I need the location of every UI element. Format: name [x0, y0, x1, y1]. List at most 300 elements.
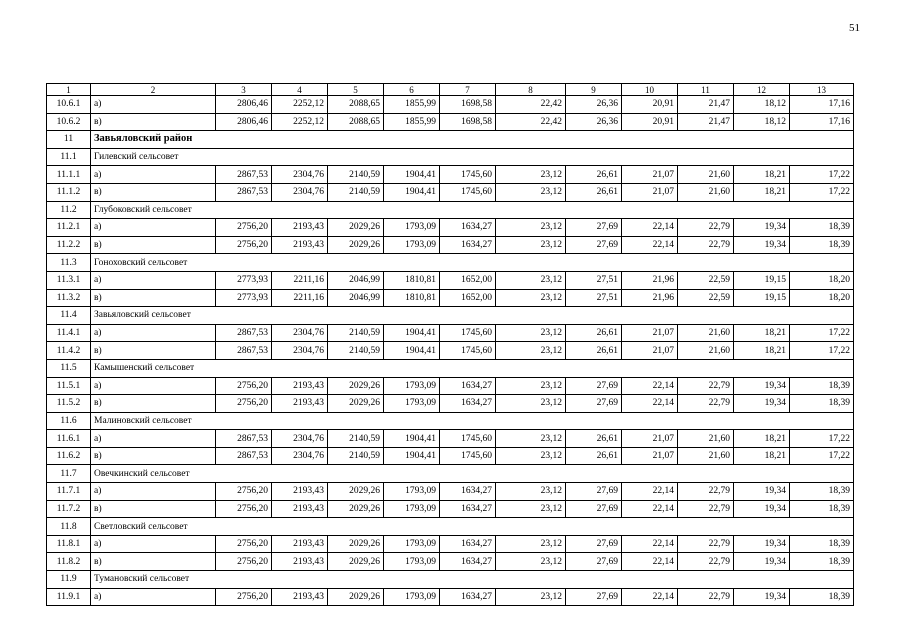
value-cell: 19,15: [734, 289, 790, 307]
value-cell: 27,69: [566, 500, 622, 518]
value-cell: 2252,12: [272, 96, 328, 114]
table-row: [47, 430, 854, 448]
value-cell: 22,79: [678, 236, 734, 254]
table-row: [47, 553, 854, 571]
value-cell: 2867,53: [216, 430, 272, 448]
table-row: [47, 166, 854, 184]
value-cell: 27,69: [566, 219, 622, 237]
section-name: Малиновский сельсовет: [91, 412, 854, 430]
value-cell: 23,12: [496, 377, 566, 395]
value-cell: 19,34: [734, 553, 790, 571]
value-cell: 23,12: [496, 289, 566, 307]
value-cell: 1793,09: [384, 236, 440, 254]
value-cell: 19,34: [734, 588, 790, 606]
value-cell: 2756,20: [216, 236, 272, 254]
value-cell: 22,79: [678, 588, 734, 606]
section-heading-row: [47, 412, 854, 430]
value-cell: 22,79: [678, 535, 734, 553]
value-cell: 1745,60: [440, 183, 496, 201]
row-code-cell: 11.2.2: [47, 236, 91, 254]
column-number-cell: 10: [622, 84, 678, 96]
row-code-cell: 11.1.2: [47, 183, 91, 201]
district-heading-row: [47, 131, 854, 149]
value-cell: 2756,20: [216, 553, 272, 571]
value-cell: 18,21: [734, 324, 790, 342]
row-code-cell: 11.2: [47, 201, 91, 219]
value-cell: 2867,53: [216, 324, 272, 342]
value-cell: 19,15: [734, 271, 790, 289]
value-cell: 2867,53: [216, 183, 272, 201]
value-cell: 18,39: [790, 553, 854, 571]
value-cell: 17,22: [790, 324, 854, 342]
value-cell: 22,14: [622, 395, 678, 413]
value-cell: 23,12: [496, 447, 566, 465]
row-code-cell: 10.6.1: [47, 96, 91, 114]
section-name: Глубоковский сельсовет: [91, 201, 854, 219]
value-cell: 2029,26: [328, 483, 384, 501]
value-cell: 26,36: [566, 96, 622, 114]
value-cell: 27,69: [566, 395, 622, 413]
value-cell: 1634,27: [440, 236, 496, 254]
value-cell: 17,22: [790, 183, 854, 201]
table-row: [47, 588, 854, 606]
value-cell: 21,60: [678, 447, 734, 465]
value-cell: 23,12: [496, 430, 566, 448]
value-cell: 23,12: [496, 553, 566, 571]
column-number-cell: 2: [91, 84, 216, 96]
value-cell: 27,69: [566, 377, 622, 395]
value-cell: 22,79: [678, 377, 734, 395]
column-number-cell: 6: [384, 84, 440, 96]
row-label-cell: а): [91, 483, 216, 501]
value-cell: 21,96: [622, 289, 678, 307]
value-cell: 22,79: [678, 395, 734, 413]
value-cell: 1634,27: [440, 377, 496, 395]
value-cell: 2304,76: [272, 166, 328, 184]
value-cell: 2756,20: [216, 483, 272, 501]
value-cell: 23,12: [496, 166, 566, 184]
value-cell: 17,22: [790, 447, 854, 465]
value-cell: 18,39: [790, 535, 854, 553]
value-cell: 2756,20: [216, 219, 272, 237]
value-cell: 23,12: [496, 271, 566, 289]
column-number-cell: 4: [272, 84, 328, 96]
value-cell: 2756,20: [216, 500, 272, 518]
section-heading-row: [47, 148, 854, 166]
value-cell: 18,21: [734, 166, 790, 184]
value-cell: 2046,99: [328, 289, 384, 307]
value-cell: 2140,59: [328, 430, 384, 448]
value-cell: 2029,26: [328, 500, 384, 518]
row-code-cell: 11.5: [47, 359, 91, 377]
value-cell: 23,12: [496, 342, 566, 360]
row-code-cell: 11.7: [47, 465, 91, 483]
value-cell: 1745,60: [440, 166, 496, 184]
value-cell: 27,69: [566, 236, 622, 254]
row-code-cell: 11.6.2: [47, 447, 91, 465]
row-code-cell: 11.6: [47, 412, 91, 430]
value-cell: 21,47: [678, 96, 734, 114]
value-cell: 22,42: [496, 96, 566, 114]
value-cell: 1855,99: [384, 113, 440, 131]
value-cell: 1745,60: [440, 342, 496, 360]
value-cell: 23,12: [496, 500, 566, 518]
row-label-cell: а): [91, 271, 216, 289]
value-cell: 22,14: [622, 553, 678, 571]
value-cell: 21,47: [678, 113, 734, 131]
value-cell: 1634,27: [440, 483, 496, 501]
column-number-cell: 8: [496, 84, 566, 96]
value-cell: 23,12: [496, 535, 566, 553]
value-cell: 23,12: [496, 236, 566, 254]
row-label-cell: а): [91, 324, 216, 342]
value-cell: 1652,00: [440, 289, 496, 307]
district-name: Завьяловский район: [91, 131, 854, 149]
value-cell: 21,60: [678, 324, 734, 342]
value-cell: 27,69: [566, 588, 622, 606]
row-code-cell: 11.9.1: [47, 588, 91, 606]
row-code-cell: 11.4.1: [47, 324, 91, 342]
value-cell: 27,51: [566, 289, 622, 307]
value-cell: 2193,43: [272, 395, 328, 413]
value-cell: 22,59: [678, 289, 734, 307]
value-cell: 17,16: [790, 96, 854, 114]
value-cell: 22,79: [678, 483, 734, 501]
value-cell: 26,61: [566, 166, 622, 184]
value-cell: 21,60: [678, 430, 734, 448]
row-label-cell: а): [91, 166, 216, 184]
value-cell: 2193,43: [272, 553, 328, 571]
value-cell: 1793,09: [384, 395, 440, 413]
table-row: [47, 447, 854, 465]
value-cell: 1904,41: [384, 324, 440, 342]
value-cell: 22,14: [622, 588, 678, 606]
value-cell: 23,12: [496, 395, 566, 413]
value-cell: 22,79: [678, 553, 734, 571]
column-number-cell: 13: [790, 84, 854, 96]
value-cell: 2806,46: [216, 113, 272, 131]
value-cell: 2029,26: [328, 395, 384, 413]
row-label-cell: в): [91, 395, 216, 413]
section-heading-row: [47, 254, 854, 272]
value-cell: 21,60: [678, 183, 734, 201]
value-cell: 18,20: [790, 289, 854, 307]
row-code-cell: 11: [47, 131, 91, 149]
table-row: [47, 113, 854, 131]
value-cell: 18,39: [790, 395, 854, 413]
value-cell: 23,12: [496, 219, 566, 237]
value-cell: 22,14: [622, 236, 678, 254]
table-row: [47, 500, 854, 518]
value-cell: 18,12: [734, 96, 790, 114]
value-cell: 17,16: [790, 113, 854, 131]
table-row: [47, 324, 854, 342]
value-cell: 1634,27: [440, 535, 496, 553]
value-cell: 1793,09: [384, 553, 440, 571]
value-cell: 27,69: [566, 553, 622, 571]
value-cell: 1745,60: [440, 430, 496, 448]
value-cell: 2140,59: [328, 183, 384, 201]
value-cell: 21,07: [622, 183, 678, 201]
value-cell: 23,12: [496, 588, 566, 606]
row-code-cell: 11.3.1: [47, 271, 91, 289]
value-cell: 22,14: [622, 500, 678, 518]
value-cell: 18,39: [790, 377, 854, 395]
column-number-cell: 11: [678, 84, 734, 96]
section-name: Гоноховский сельсовет: [91, 254, 854, 272]
row-label-cell: в): [91, 500, 216, 518]
value-cell: 18,39: [790, 500, 854, 518]
row-label-cell: а): [91, 588, 216, 606]
row-label-cell: а): [91, 96, 216, 114]
value-cell: 2029,26: [328, 377, 384, 395]
value-cell: 2140,59: [328, 447, 384, 465]
row-label-cell: а): [91, 219, 216, 237]
value-cell: 27,69: [566, 483, 622, 501]
value-cell: 1745,60: [440, 324, 496, 342]
value-cell: 26,61: [566, 447, 622, 465]
table-row: [47, 271, 854, 289]
row-code-cell: 11.8.2: [47, 553, 91, 571]
row-code-cell: 11.9: [47, 571, 91, 589]
table-row: [47, 289, 854, 307]
value-cell: 2304,76: [272, 430, 328, 448]
row-label-cell: в): [91, 236, 216, 254]
row-code-cell: 11.8: [47, 518, 91, 536]
value-cell: 26,61: [566, 183, 622, 201]
value-cell: 27,51: [566, 271, 622, 289]
section-name: Светловский сельсовет: [91, 518, 854, 536]
value-cell: 19,34: [734, 236, 790, 254]
value-cell: 1793,09: [384, 377, 440, 395]
value-cell: 22,14: [622, 483, 678, 501]
value-cell: 2046,99: [328, 271, 384, 289]
value-cell: 2211,16: [272, 289, 328, 307]
value-cell: 26,61: [566, 342, 622, 360]
value-cell: 1793,09: [384, 483, 440, 501]
value-cell: 19,34: [734, 483, 790, 501]
column-number-header-row: [47, 84, 854, 96]
value-cell: 21,60: [678, 166, 734, 184]
value-cell: 1634,27: [440, 395, 496, 413]
value-cell: 17,22: [790, 342, 854, 360]
value-cell: 1855,99: [384, 96, 440, 114]
value-cell: 2867,53: [216, 447, 272, 465]
value-cell: 21,60: [678, 342, 734, 360]
value-cell: 1652,00: [440, 271, 496, 289]
value-cell: 2304,76: [272, 183, 328, 201]
value-cell: 22,14: [622, 219, 678, 237]
value-cell: 23,12: [496, 183, 566, 201]
table-row: [47, 483, 854, 501]
value-cell: 18,39: [790, 236, 854, 254]
table-row: [47, 236, 854, 254]
value-cell: 19,34: [734, 535, 790, 553]
table-row: [47, 183, 854, 201]
row-code-cell: 11.8.1: [47, 535, 91, 553]
value-cell: 2304,76: [272, 342, 328, 360]
value-cell: 22,59: [678, 271, 734, 289]
value-cell: 26,36: [566, 113, 622, 131]
value-cell: 2773,93: [216, 271, 272, 289]
value-cell: 18,39: [790, 588, 854, 606]
row-code-cell: 10.6.2: [47, 113, 91, 131]
value-cell: 23,12: [496, 483, 566, 501]
value-cell: 2867,53: [216, 342, 272, 360]
value-cell: 2211,16: [272, 271, 328, 289]
value-cell: 26,61: [566, 324, 622, 342]
value-cell: 21,07: [622, 447, 678, 465]
row-code-cell: 11.7.2: [47, 500, 91, 518]
value-cell: 2029,26: [328, 588, 384, 606]
row-label-cell: в): [91, 553, 216, 571]
value-cell: 1904,41: [384, 447, 440, 465]
value-cell: 2029,26: [328, 535, 384, 553]
value-cell: 17,22: [790, 166, 854, 184]
value-cell: 23,12: [496, 324, 566, 342]
value-cell: 18,21: [734, 342, 790, 360]
value-cell: 18,21: [734, 430, 790, 448]
page-number: 51: [849, 22, 860, 34]
value-cell: 2140,59: [328, 324, 384, 342]
value-cell: 1904,41: [384, 430, 440, 448]
value-cell: 1634,27: [440, 219, 496, 237]
section-heading-row: [47, 307, 854, 325]
value-cell: 21,96: [622, 271, 678, 289]
value-cell: 2193,43: [272, 483, 328, 501]
table-row: [47, 96, 854, 114]
value-cell: 18,21: [734, 447, 790, 465]
row-label-cell: в): [91, 289, 216, 307]
value-cell: 1904,41: [384, 183, 440, 201]
row-code-cell: 11.3: [47, 254, 91, 272]
value-cell: 22,14: [622, 377, 678, 395]
value-cell: 26,61: [566, 430, 622, 448]
row-code-cell: 11.1: [47, 148, 91, 166]
value-cell: 1904,41: [384, 166, 440, 184]
row-code-cell: 11.4: [47, 307, 91, 325]
column-number-cell: 3: [216, 84, 272, 96]
value-cell: 2193,43: [272, 535, 328, 553]
value-cell: 1793,09: [384, 500, 440, 518]
column-number-cell: 7: [440, 84, 496, 96]
value-cell: 17,22: [790, 430, 854, 448]
value-cell: 2193,43: [272, 219, 328, 237]
value-cell: 1698,58: [440, 113, 496, 131]
value-cell: 19,34: [734, 500, 790, 518]
row-label-cell: в): [91, 447, 216, 465]
row-code-cell: 11.4.2: [47, 342, 91, 360]
value-cell: 18,20: [790, 271, 854, 289]
row-code-cell: 11.3.2: [47, 289, 91, 307]
value-cell: 18,12: [734, 113, 790, 131]
value-cell: 2304,76: [272, 447, 328, 465]
column-number-cell: 5: [328, 84, 384, 96]
value-cell: 1793,09: [384, 219, 440, 237]
value-cell: 2193,43: [272, 500, 328, 518]
value-cell: 1793,09: [384, 588, 440, 606]
value-cell: 1810,81: [384, 289, 440, 307]
row-label-cell: в): [91, 342, 216, 360]
value-cell: 2140,59: [328, 342, 384, 360]
value-cell: 1810,81: [384, 271, 440, 289]
row-code-cell: 11.7.1: [47, 483, 91, 501]
value-cell: 1634,27: [440, 588, 496, 606]
value-cell: 19,34: [734, 395, 790, 413]
value-cell: 2252,12: [272, 113, 328, 131]
row-code-cell: 11.5.2: [47, 395, 91, 413]
section-heading-row: [47, 518, 854, 536]
value-cell: 18,39: [790, 219, 854, 237]
value-cell: 22,14: [622, 535, 678, 553]
column-number-cell: 12: [734, 84, 790, 96]
value-cell: 2756,20: [216, 395, 272, 413]
value-cell: 22,79: [678, 500, 734, 518]
value-cell: 2867,53: [216, 166, 272, 184]
value-cell: 18,39: [790, 483, 854, 501]
section-name: Завьяловский сельсовет: [91, 307, 854, 325]
value-cell: 2756,20: [216, 588, 272, 606]
value-cell: 2304,76: [272, 324, 328, 342]
table-row: [47, 535, 854, 553]
value-cell: 2088,65: [328, 96, 384, 114]
value-cell: 1634,27: [440, 500, 496, 518]
value-cell: 22,79: [678, 219, 734, 237]
row-label-cell: а): [91, 430, 216, 448]
row-code-cell: 11.1.1: [47, 166, 91, 184]
value-cell: 21,07: [622, 166, 678, 184]
value-cell: 2806,46: [216, 96, 272, 114]
value-cell: 21,07: [622, 342, 678, 360]
column-number-cell: 9: [566, 84, 622, 96]
value-cell: 20,91: [622, 113, 678, 131]
row-code-cell: 11.2.1: [47, 219, 91, 237]
value-cell: 1745,60: [440, 447, 496, 465]
value-cell: 2756,20: [216, 377, 272, 395]
section-name: Тумановский сельсовет: [91, 571, 854, 589]
value-cell: 2193,43: [272, 377, 328, 395]
value-cell: 2193,43: [272, 236, 328, 254]
value-cell: 19,34: [734, 377, 790, 395]
table-row: [47, 342, 854, 360]
row-code-cell: 11.5.1: [47, 377, 91, 395]
row-label-cell: а): [91, 377, 216, 395]
row-label-cell: в): [91, 183, 216, 201]
row-label-cell: а): [91, 535, 216, 553]
column-number-cell: 1: [47, 84, 91, 96]
value-cell: 2029,26: [328, 219, 384, 237]
row-label-cell: в): [91, 113, 216, 131]
value-cell: 27,69: [566, 535, 622, 553]
table-row: [47, 395, 854, 413]
value-cell: 2088,65: [328, 113, 384, 131]
tariff-table: [46, 83, 854, 606]
section-name: Камышенский сельсовет: [91, 359, 854, 377]
value-cell: 2756,20: [216, 535, 272, 553]
value-cell: 2140,59: [328, 166, 384, 184]
section-heading-row: [47, 201, 854, 219]
value-cell: 22,42: [496, 113, 566, 131]
value-cell: 21,07: [622, 324, 678, 342]
value-cell: 2029,26: [328, 236, 384, 254]
value-cell: 1698,58: [440, 96, 496, 114]
value-cell: 1634,27: [440, 553, 496, 571]
value-cell: 20,91: [622, 96, 678, 114]
value-cell: 21,07: [622, 430, 678, 448]
table-row: [47, 219, 854, 237]
table-row: [47, 377, 854, 395]
section-heading-row: [47, 571, 854, 589]
